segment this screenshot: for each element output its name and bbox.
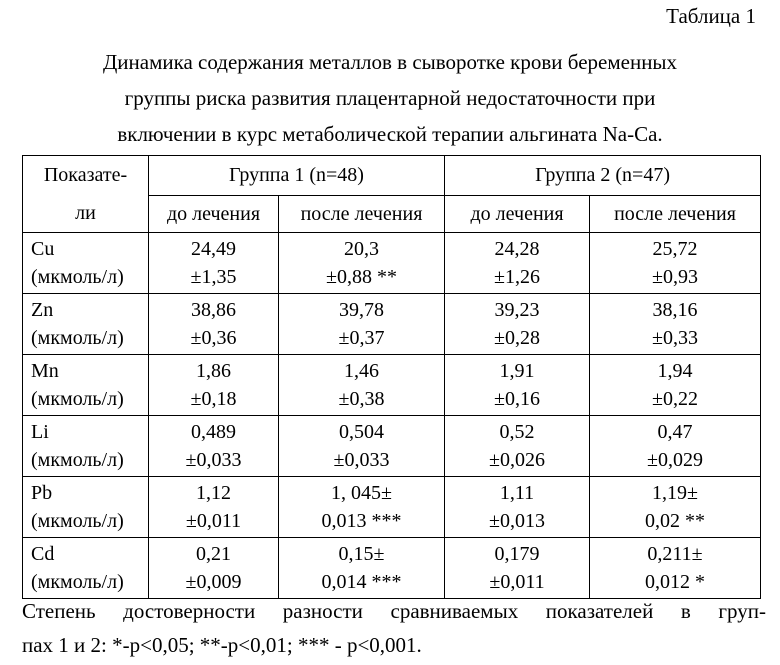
- table-body: [23, 233, 761, 599]
- mean-value: 25,72: [652, 238, 698, 260]
- error-value: ±0,18: [190, 388, 237, 410]
- mean-value: 0,52: [499, 421, 535, 443]
- metal-unit: (мкмоль/л): [31, 449, 124, 471]
- table-row: [23, 416, 761, 477]
- row-param-cell: [23, 294, 149, 355]
- error-value: 0,012 *: [645, 571, 706, 593]
- table-row: [23, 233, 761, 294]
- value-cell-g2-after: [590, 416, 761, 477]
- table-title: [0, 44, 780, 152]
- value-cell-g2-before: [445, 294, 590, 355]
- mean-value: 1,91: [499, 360, 535, 382]
- mean-value: 1,19±: [652, 482, 699, 504]
- header-g1-after: после лечения: [279, 195, 445, 233]
- row-param-cell: [23, 477, 149, 538]
- metal-symbol: Cd: [31, 543, 55, 565]
- error-value: ±0,033: [185, 449, 242, 471]
- mean-value: 0,504: [339, 421, 384, 443]
- mean-value: 38,86: [191, 299, 236, 321]
- metal-symbol: Mn: [31, 360, 59, 382]
- value-cell-g2-before: [445, 355, 590, 416]
- row-param-cell: [23, 355, 149, 416]
- mean-value: 24,49: [191, 238, 236, 260]
- value-cell-g1-after: [279, 233, 445, 294]
- footnote-line-1: Степень достоверности разности сравниваемых показателей в груп-: [22, 599, 766, 623]
- table-row: [23, 294, 761, 355]
- table-row: [23, 477, 761, 538]
- title-line-3: включении в курс метаболической терапии альгината Na-Ca.: [117, 122, 663, 146]
- metal-unit: (мкмоль/л): [31, 571, 124, 593]
- value-cell-g1-after: [279, 477, 445, 538]
- value-cell-g2-after: [590, 355, 761, 416]
- error-value: 0,013 ***: [321, 510, 402, 532]
- error-value: ±0,38: [338, 388, 385, 410]
- mean-value: 39,23: [494, 299, 540, 321]
- row-param-cell: [23, 233, 149, 294]
- mean-value: 0,179: [494, 543, 540, 565]
- value-cell-g1-before: [149, 477, 279, 538]
- error-value: ±1,35: [190, 266, 237, 288]
- header-row-groups: [23, 156, 761, 196]
- value-cell-g1-after: [279, 355, 445, 416]
- metal-unit: (мкмоль/л): [31, 510, 124, 532]
- footnote-line-2: пах 1 и 2: *-p<0,05; **-p<0,01; *** - p<0,001.: [22, 633, 422, 657]
- header-g2-before: до лечения: [445, 195, 590, 233]
- mean-value: 38,16: [652, 299, 698, 321]
- error-value: ±0,013: [489, 510, 545, 532]
- metal-unit: (мкмоль/л): [31, 327, 124, 349]
- metal-symbol: Pb: [31, 482, 53, 504]
- error-value: ±0,28: [494, 327, 540, 349]
- mean-value: 0,211±: [647, 543, 703, 565]
- mean-value: 1,12: [196, 482, 231, 504]
- error-value: ±0,33: [652, 327, 699, 349]
- error-value: ±0,011: [185, 510, 242, 532]
- header-param-cell: [23, 156, 149, 233]
- error-value: ±0,93: [652, 266, 699, 288]
- error-value: ±0,37: [338, 327, 385, 349]
- value-cell-g2-before: [445, 477, 590, 538]
- header-param-line2: ли: [75, 202, 96, 224]
- metal-symbol: Zn: [31, 299, 54, 321]
- metal-unit: (мкмоль/л): [31, 388, 124, 410]
- value-cell-g2-after: [590, 294, 761, 355]
- error-value: ±1,26: [494, 266, 540, 288]
- error-value: ±0,16: [494, 388, 540, 410]
- header-group2: Группа 2 (n=47): [445, 156, 761, 196]
- mean-value: 0,21: [196, 543, 231, 565]
- value-cell-g1-before: [149, 233, 279, 294]
- mean-value: 0,489: [191, 421, 236, 443]
- mean-value: 0,15±: [338, 543, 385, 565]
- mean-value: 1, 045±: [331, 482, 392, 504]
- value-cell-g2-before: [445, 416, 590, 477]
- value-cell-g2-before: [445, 538, 590, 599]
- mean-value: 1,86: [196, 360, 231, 382]
- value-cell-g1-before: [149, 355, 279, 416]
- value-cell-g1-before: [149, 538, 279, 599]
- error-value: ±0,026: [489, 449, 545, 471]
- table-row: [23, 538, 761, 599]
- header-group1: Группа 1 (n=48): [149, 156, 445, 196]
- title-line-2: группы риска развития плацентарной недостаточности при: [124, 86, 656, 110]
- value-cell-g1-before: [149, 416, 279, 477]
- table-row: [23, 355, 761, 416]
- error-value: 0,02 **: [645, 510, 706, 532]
- value-cell-g2-after: [590, 233, 761, 294]
- error-value: ±0,029: [647, 449, 704, 471]
- metal-symbol: Li: [31, 421, 49, 443]
- mean-value: 1,46: [344, 360, 379, 382]
- metal-symbol: Cu: [31, 238, 55, 260]
- header-g1-before: до лечения: [149, 195, 279, 233]
- value-cell-g1-before: [149, 294, 279, 355]
- value-cell-g2-after: [590, 538, 761, 599]
- value-cell-g2-before: [445, 233, 590, 294]
- mean-value: 0,47: [657, 421, 693, 443]
- mean-value: 39,78: [339, 299, 384, 321]
- value-cell-g1-after: [279, 538, 445, 599]
- mean-value: 1,11: [499, 482, 535, 504]
- row-param-cell: [23, 416, 149, 477]
- title-line-1: Динамика содержания металлов в сыворотке крови беременных: [102, 50, 678, 74]
- error-value: ±0,011: [489, 571, 545, 593]
- error-value: ±0,36: [190, 327, 237, 349]
- error-value: 0,014 ***: [321, 571, 402, 593]
- mean-value: 20,3: [344, 238, 379, 260]
- value-cell-g1-after: [279, 294, 445, 355]
- value-cell-g2-after: [590, 477, 761, 538]
- header-param-line1: Показате-: [43, 164, 128, 186]
- footnote: [22, 594, 766, 662]
- table-number-label: Таблица 1: [666, 4, 756, 28]
- value-cell-g1-after: [279, 416, 445, 477]
- error-value: ±0,22: [652, 388, 699, 410]
- mean-value: 24,28: [494, 238, 540, 260]
- metal-unit: (мкмоль/л): [31, 266, 124, 288]
- error-value: ±0,009: [185, 571, 242, 593]
- error-value: ±0,033: [333, 449, 390, 471]
- header-g2-after: после лечения: [590, 195, 761, 233]
- metals-table: [22, 155, 761, 599]
- mean-value: 1,94: [657, 360, 693, 382]
- row-param-cell: [23, 538, 149, 599]
- error-value: ±0,88 **: [326, 266, 397, 288]
